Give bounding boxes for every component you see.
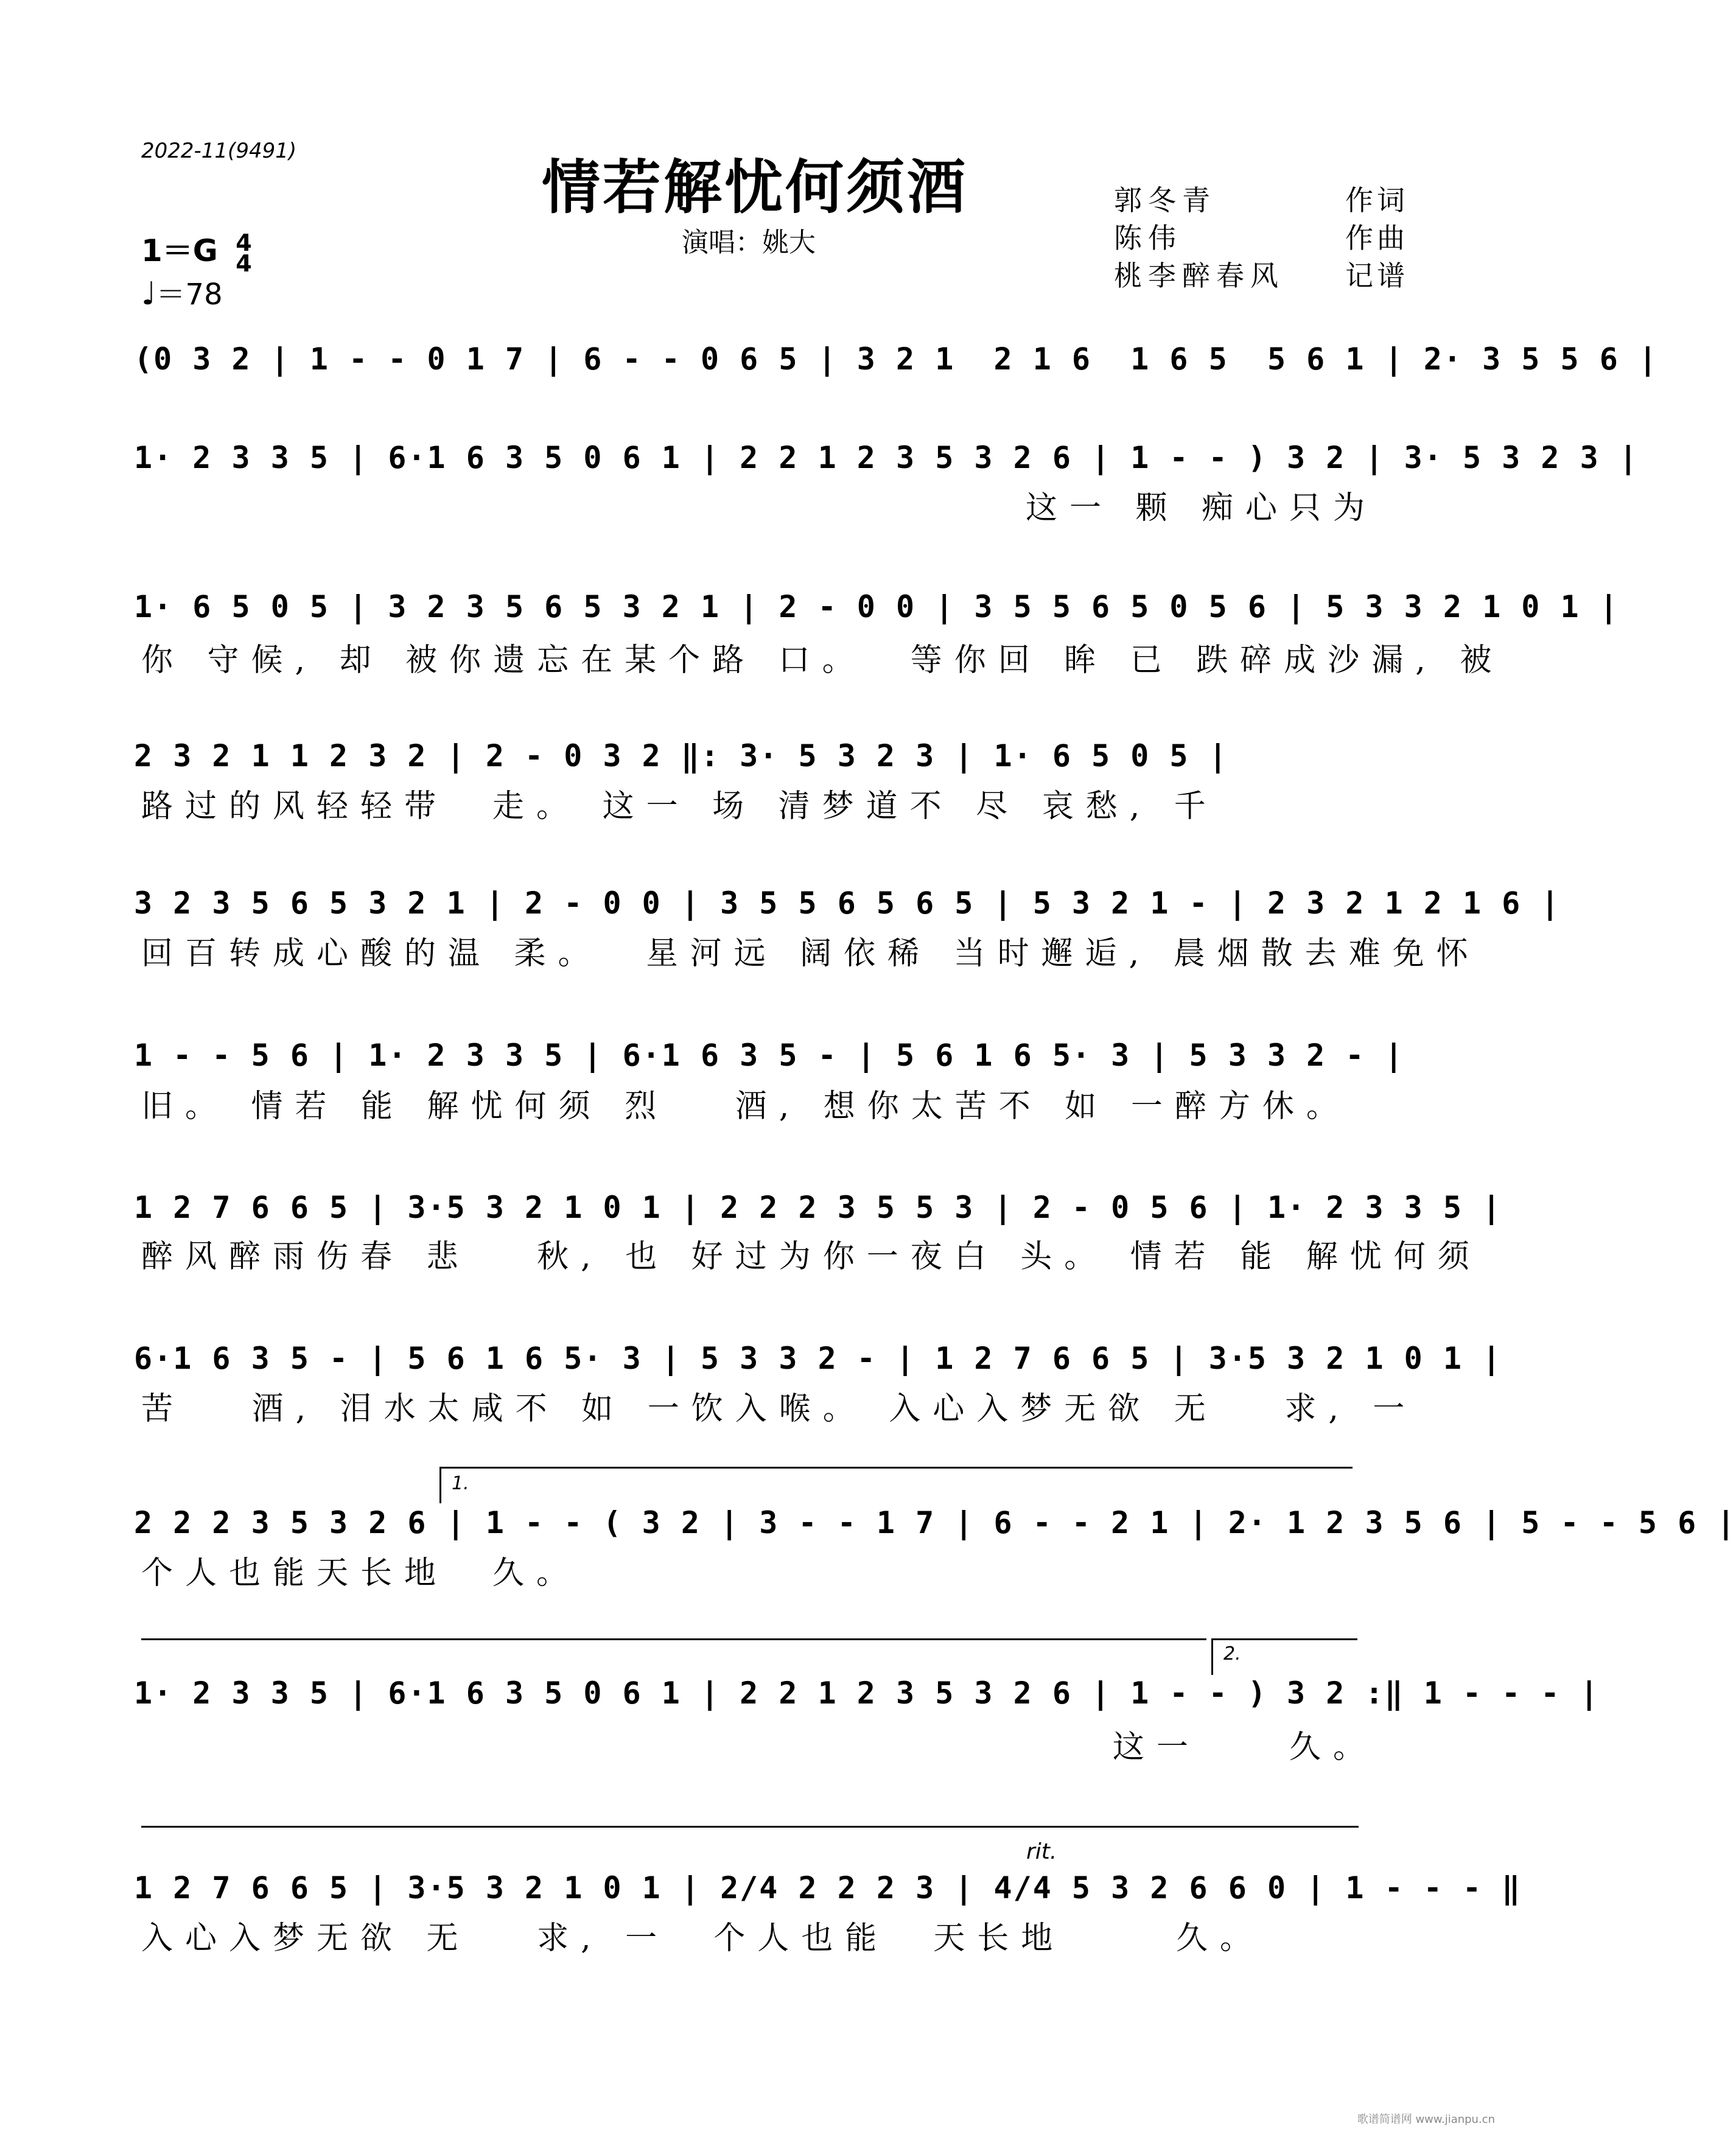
notes: 3 2 3 5 6 5 3 2 1 | 2 - 0 0 | 3 5 5 6 5 6 5 | 5 3 2 1 - | 2 3 2 1 2 1 6 | [134, 886, 1561, 921]
staff-line [134, 878, 1561, 929]
credit-name: 郭冬青 [1114, 184, 1216, 217]
notes: 1 - - 5 6 | 1· 2 3 3 5 | 6·1 6 3 5 - | 5 6 1 6 5· 3 | 5 3 3 2 - | [134, 1038, 1404, 1073]
ritardando-mark: rit. [1026, 1839, 1057, 1864]
lyric-line: 旧。 情若 能 解忧何须 烈 酒, 想你太苦不 如 一醉方休。 [141, 1088, 1350, 1125]
key-signature [141, 226, 252, 277]
lyric-line: 回百转成心酸的温 柔。 星河远 阔依稀 当时邂逅, 晨烟散去难免怀 [141, 935, 1480, 972]
volta-bracket [439, 1467, 1353, 1469]
credit-transcriber [1114, 257, 1409, 295]
notes: 2 3 2 1 1 2 3 2 | 2 - 0 3 2 ‖: 3· 5 3 2 3 | 1· 6 5 0 5 | [134, 738, 1228, 774]
staff-line [134, 730, 1376, 781]
volta-1-label: 1. [452, 1473, 469, 1494]
score-code: 2022-11(9491) [141, 139, 297, 163]
quarter-note-icon: ♩ [141, 276, 156, 312]
section-rule [141, 1826, 1359, 1828]
notes: 2 2 2 3 5 3 2 6 | 1 - - ( 3 2 | 3 - - 1 7 | 6 - - 2 1 | 2· 1 2 3 5 6 | 5 - - 5 6 | [134, 1505, 1736, 1540]
song-title: 情若解忧何须酒 [542, 153, 968, 222]
lyric-line: 入心入梦无欲 无 求, 一 个人也能 天长地 久。 [141, 1920, 1264, 1957]
credit-composer [1114, 219, 1409, 257]
volta-2-label: 2. [1223, 1643, 1241, 1665]
notes: (0 3 2 | 1 - - 0 1 7 | 6 - - 0 6 5 | 3 2 1 2 1 6 1 6 5 5 6 1 | 2· 3 5 5 6 | [134, 341, 1658, 377]
staff-line [134, 1497, 1736, 1548]
time-denominator: 4 [236, 250, 252, 277]
staff-line [134, 1030, 1404, 1081]
notes: 1 2 7 6 6 5 | 3·5 3 2 1 0 1 | 2/4 2 2 2 3 | 4/4 5 3 2 6 6 0 | 1 - - - ‖ [134, 1870, 1522, 1906]
credit-role: 作词 [1345, 184, 1409, 217]
lyric-line: 你 守候, 却 被你遗忘在某个路 口。 等你回 眸 已 跌碎成沙漏, 被 [141, 642, 1504, 679]
lyric-line: 这一 颗 痴心只为 [1025, 490, 1377, 526]
credit-role: 记谱 [1345, 259, 1409, 292]
lyric-line: 苦 酒, 泪水太咸不 如 一饮入喉。 入心入梦无欲 无 求, 一 [141, 1391, 1417, 1427]
tempo-value: ＝78 [156, 278, 223, 312]
credits-block [1114, 181, 1409, 295]
volta-bracket-continuation [141, 1638, 1206, 1640]
notes: 1· 2 3 3 5 | 6·1 6 3 5 0 6 1 | 2 2 1 2 3 5 3 2 6 | 1 - - ) 3 2 | 3· 5 3 2 3 | [134, 440, 1639, 475]
lyric-line: 路过的风轻轻带 走。 这一 场 清梦道不 尽 哀愁, 千 [141, 788, 1218, 825]
staff-line [134, 1182, 1502, 1233]
time-numerator: 4 [236, 229, 252, 256]
credit-name: 陈伟 [1114, 222, 1182, 254]
tempo-marking [141, 271, 223, 313]
staff-line [134, 1333, 1502, 1384]
time-signature [236, 229, 252, 277]
watermark: 歌谱简谱网 www.jianpu.cn [1357, 2113, 1495, 2126]
lyric-line: 个人也能天长地 久。 [141, 1555, 581, 1592]
notes: 1· 6 5 0 5 | 3 2 3 5 6 5 3 2 1 | 2 - 0 0 | 3 5 5 6 5 0 5 6 | 5 3 3 2 1 0 1 | [134, 589, 1619, 624]
notes: 1 2 7 6 6 5 | 3·5 3 2 1 0 1 | 2 2 2 3 5 5 3 | 2 - 0 5 6 | 1· 2 3 3 5 | [134, 1190, 1502, 1225]
lyric-line: 这一 久。 [1112, 1729, 1377, 1766]
credit-lyricist [1114, 181, 1409, 219]
staff-line [134, 1668, 1600, 1719]
staff-line [134, 334, 1658, 385]
singer-credit: 演唱：姚大 [682, 227, 816, 258]
notes: 6·1 6 3 5 - | 5 6 1 6 5· 3 | 5 3 3 2 - | 1 2 7 6 6 5 | 3·5 3 2 1 0 1 | [134, 1341, 1502, 1376]
staff-line [134, 581, 1619, 632]
key-label: 1＝G [141, 233, 218, 268]
credit-role: 作曲 [1345, 222, 1409, 254]
volta-bracket [1211, 1638, 1357, 1640]
lyric-line [141, 390, 1377, 432]
notes: 1· 2 3 3 5 | 6·1 6 3 5 0 6 1 | 2 2 1 2 3 5 3 2 6 | 1 - - ) 3 2 :‖ 1 - - - | [134, 1676, 1600, 1711]
credit-name: 桃李醉春风 [1114, 259, 1284, 292]
staff-line [134, 1862, 1522, 1913]
staff-line [134, 432, 1639, 483]
lyric-line: 醉风醉雨伤春 悲 秋, 也 好过为你一夜白 头。 情若 能 解忧何须 [141, 1239, 1482, 1275]
